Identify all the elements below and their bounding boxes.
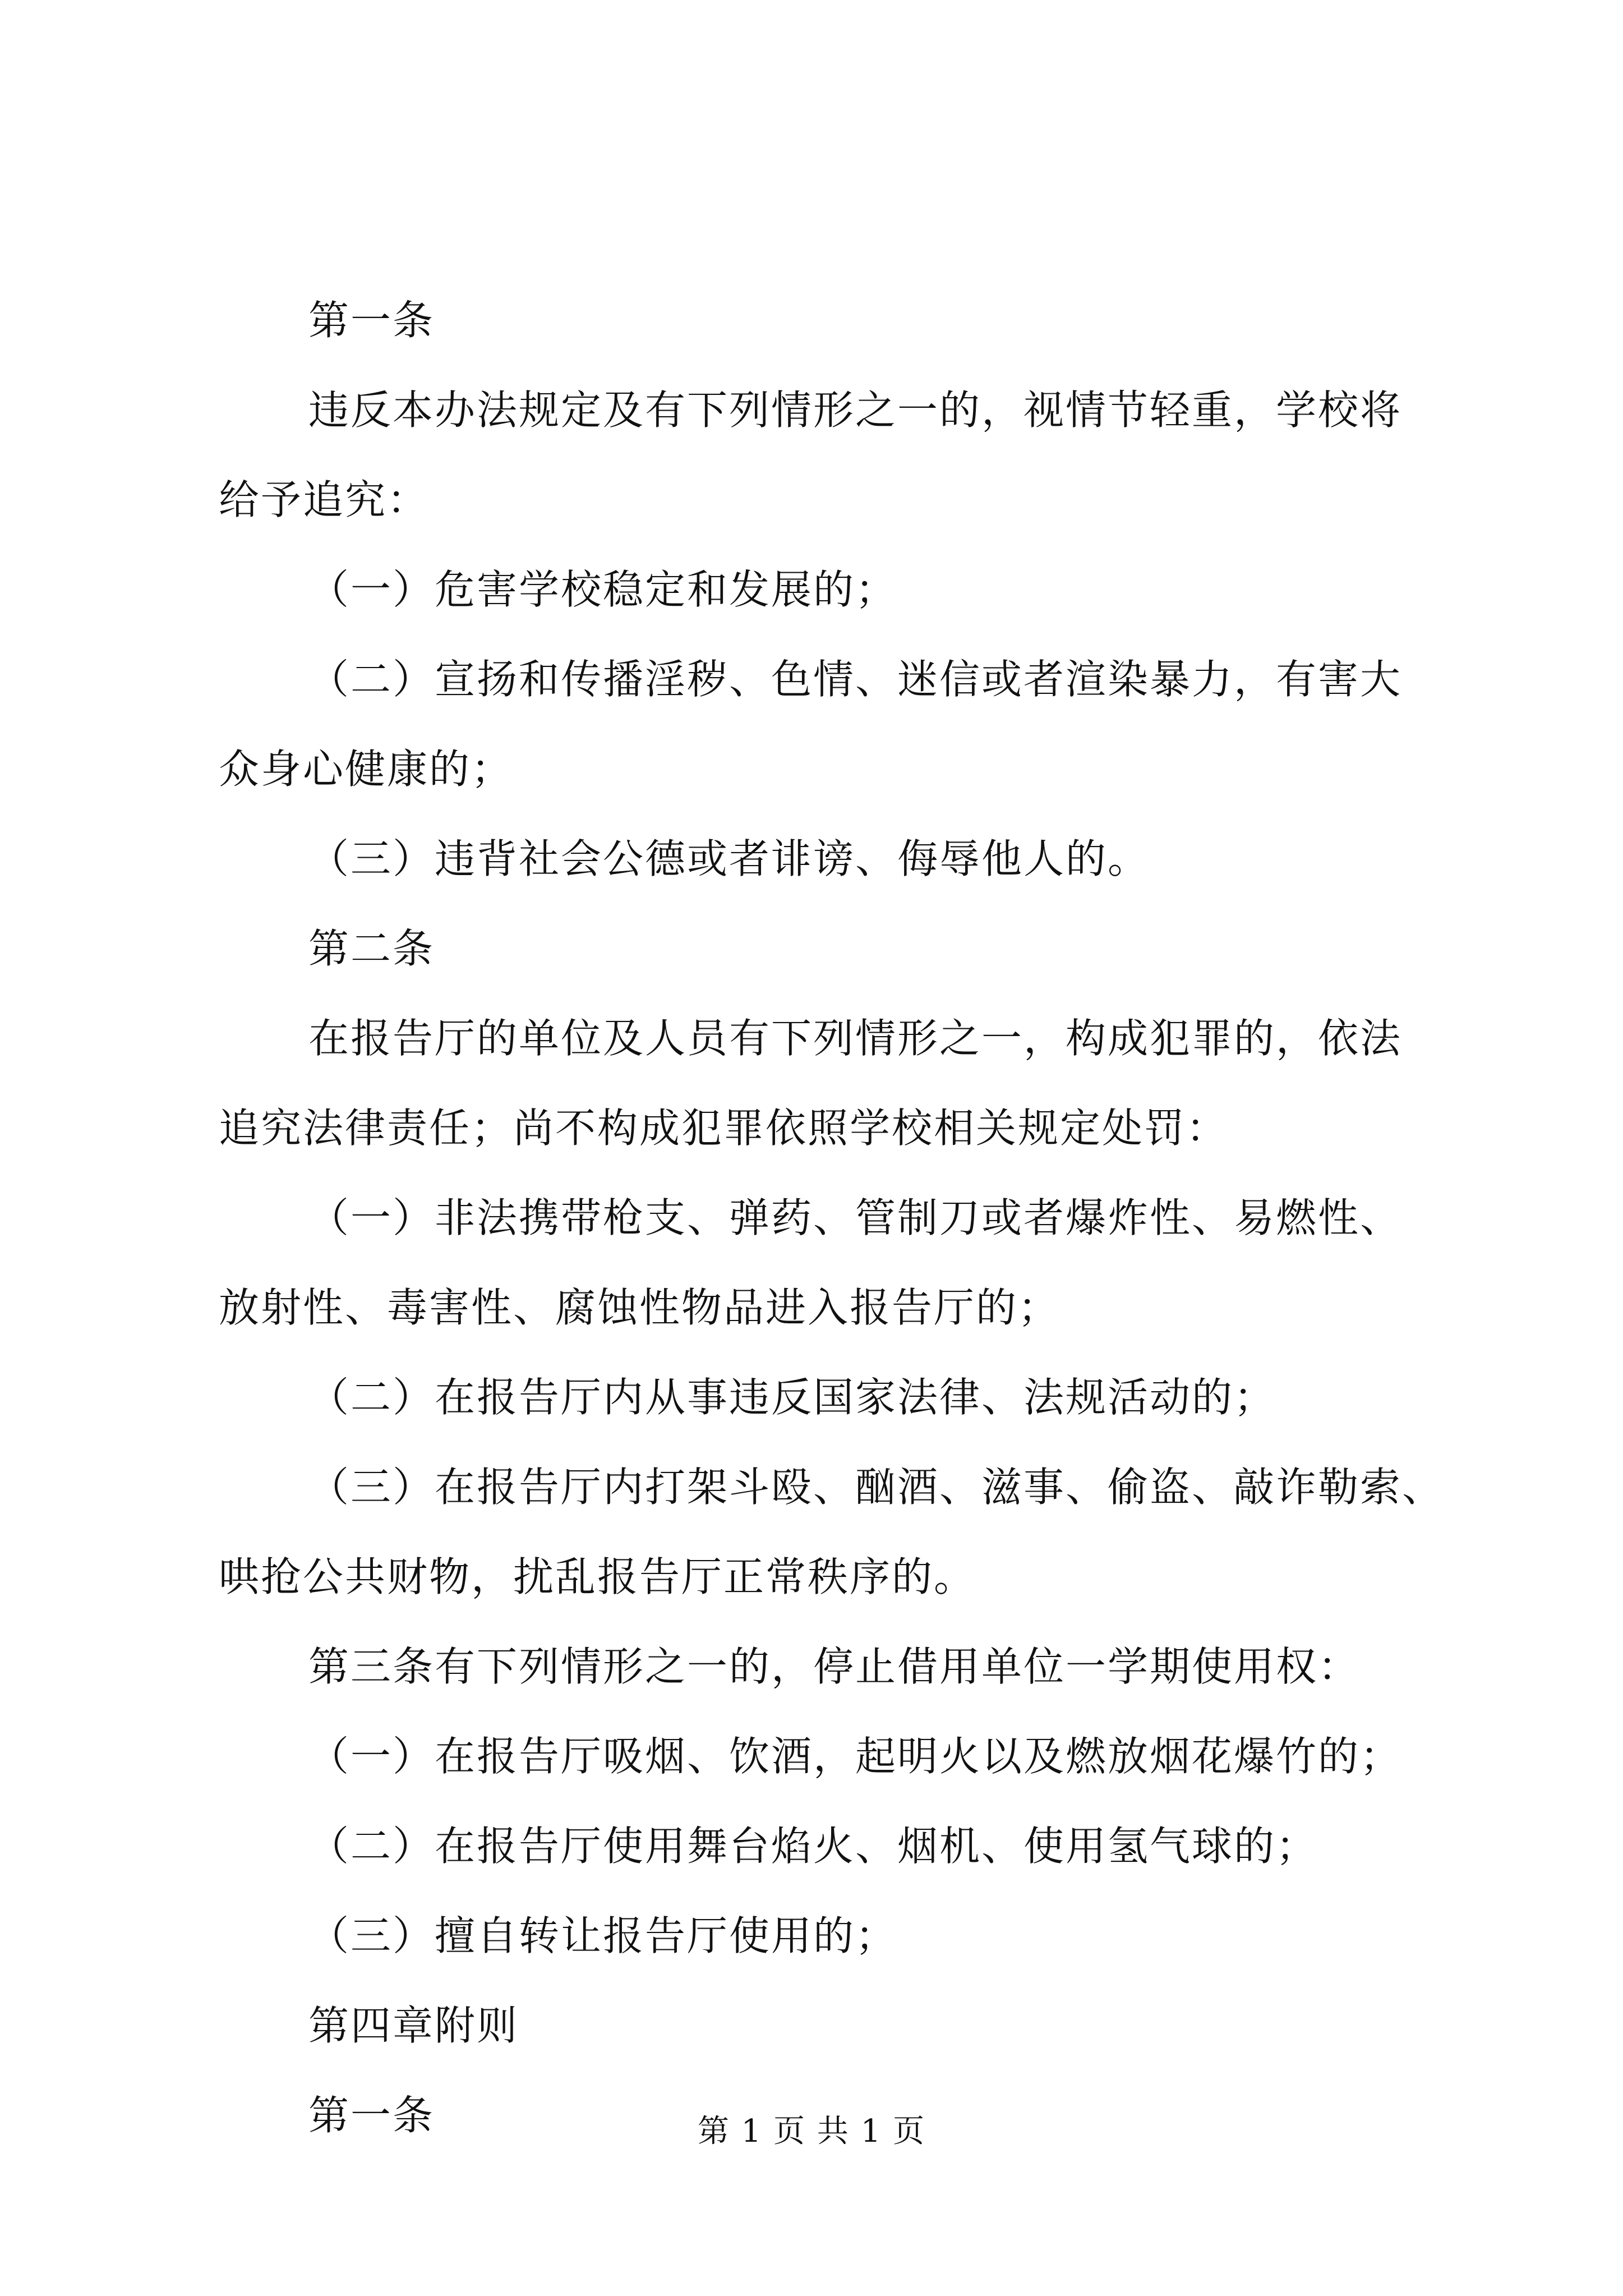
text-line: 第四章附则 bbox=[308, 2002, 519, 2049]
text-line: 放射性、毒害性、腐蚀性物品进入报告厅的； bbox=[219, 1284, 1061, 1331]
document-body bbox=[219, 292, 1445, 2177]
text-line: （一）非法携带枪支、弹药、管制刀或者爆炸性、易燃性、 bbox=[308, 1194, 1403, 1241]
text-line: （二）宣扬和传播淫秽、色情、迷信或者渲染暴力，有害大 bbox=[308, 656, 1403, 703]
text-line: 在报告厅的单位及人员有下列情形之一，构成犯罪的，依法 bbox=[308, 1015, 1403, 1062]
text-line: 追究法律责任；尚不构成犯罪依照学校相关规定处罚： bbox=[219, 1105, 1229, 1152]
page-footer: 第 1 页 共 1 页 bbox=[697, 2113, 926, 2150]
text-line: （三）擅自转让报告厅使用的； bbox=[308, 1912, 898, 1959]
text-line: 哄抢公共财物，扰乱报告厅正常秩序的。 bbox=[219, 1553, 976, 1600]
text-line: 给予追究： bbox=[219, 476, 430, 523]
text-line: 众身心健康的； bbox=[219, 746, 514, 793]
text-line: （三）违背社会公德或者诽谤、侮辱他人的。 bbox=[308, 835, 1150, 882]
text-line: （一）危害学校稳定和发展的； bbox=[308, 566, 898, 613]
text-line: （三）在报告厅内打架斗殴、酗酒、滋事、偷盗、敲诈勒索、 bbox=[308, 1464, 1445, 1511]
text-line: 第一条 bbox=[308, 2092, 435, 2139]
text-line: （二）在报告厅使用舞台焰火、烟机、使用氢气球的； bbox=[308, 1823, 1318, 1870]
text-line: （二）在报告厅内从事违反国家法律、法规活动的； bbox=[308, 1374, 1276, 1421]
text-line: 第二条 bbox=[308, 925, 435, 972]
text-line: 第三条有下列情形之一的，停止借用单位一学期使用权： bbox=[308, 1643, 1361, 1690]
text-line: 违反本办法规定及有下列情形之一的，视情节轻重，学校将 bbox=[308, 386, 1403, 434]
text-line: 第一条 bbox=[308, 297, 435, 344]
text-line: （一）在报告厅吸烟、饮酒，起明火以及燃放烟花爆竹的； bbox=[308, 1733, 1403, 1780]
